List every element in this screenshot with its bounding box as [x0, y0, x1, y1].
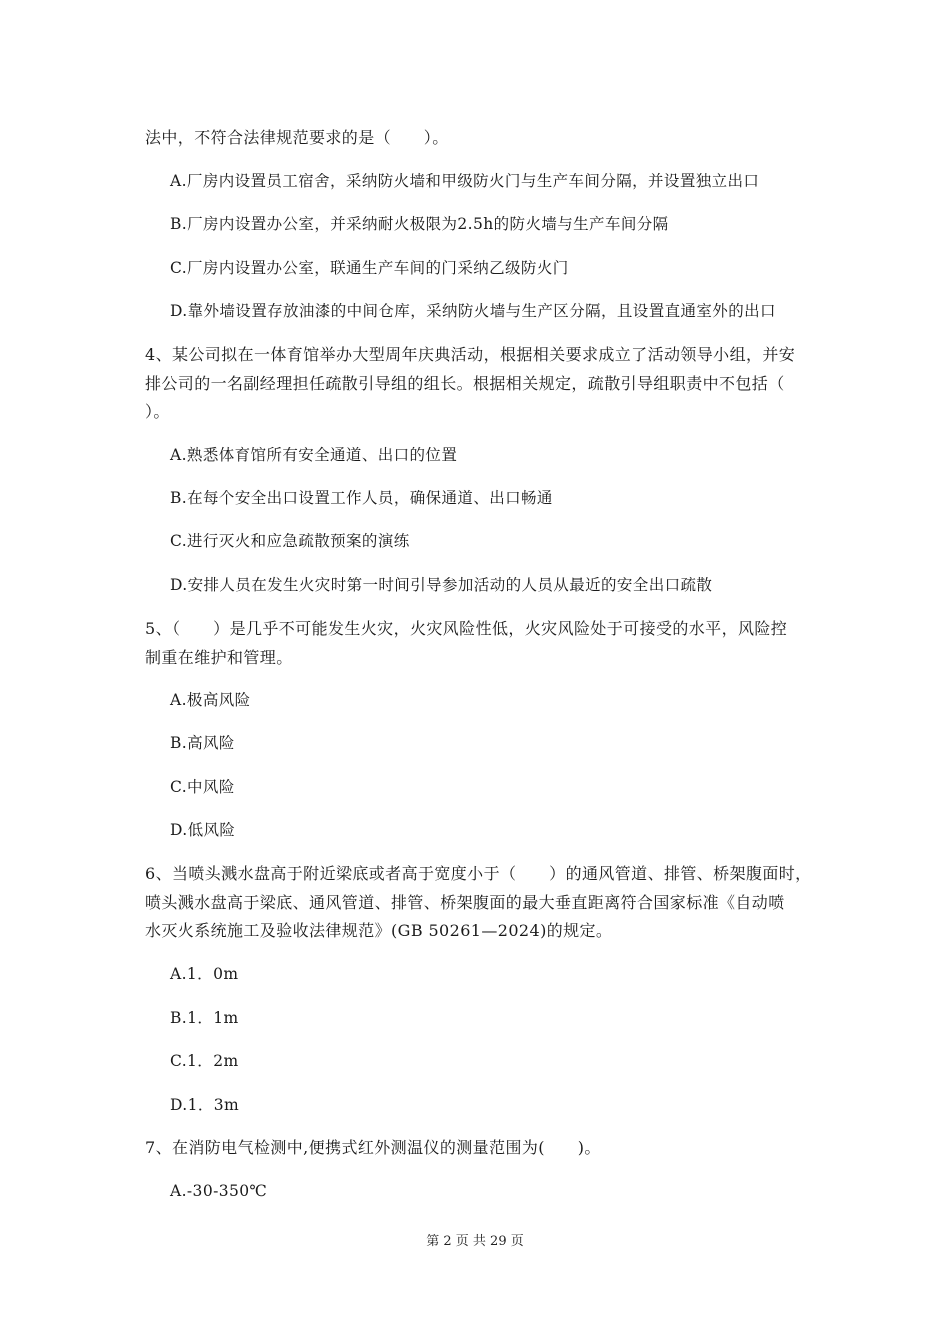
question-6-option-d: D.1．3m [170, 1096, 240, 1114]
question-3-continuation: 法中，不符合法律规范要求的是（ ）。 [145, 128, 449, 147]
question-3-option-a: A.厂房内设置员工宿舍，采纳防火墙和甲级防火门与生产车间分隔，并设置独立出口 [170, 172, 760, 190]
question-5-option-a: A.极高风险 [170, 691, 251, 709]
question-6-line-1: 6、当喷头溅水盘高于附近梁底或者高于宽度小于（ ）的通风管道、排管、桥架腹面时， [145, 864, 812, 883]
question-6-line-3: 水灭火系统施工及验收法律规范》(GB 50261—2024)的规定。 [145, 921, 613, 940]
question-3-option-b: B.厂房内设置办公室，并采纳耐火极限为2.5h的防火墙与生产车间分隔 [170, 215, 669, 233]
question-4-line-3: ）。 [145, 402, 170, 421]
question-7-option-a: A.-30-350℃ [170, 1182, 268, 1200]
question-4-line-2: 排公司的一名副经理担任疏散引导组的组长。根据相关规定，疏散引导组职责中不包括（ [145, 374, 785, 393]
page-number-footer: 第 2 页 共 29 页 [426, 1234, 524, 1249]
question-3-option-d: D.靠外墙设置存放油漆的中间仓库，采纳防火墙与生产区分隔，且设置直通室外的出口 [170, 302, 776, 320]
question-5-line-1: 5、（ ）是几乎不可能发生火灾，火灾风险性低，火灾风险处于可接受的水平，风险控 [145, 619, 788, 638]
question-3-option-c: C.厂房内设置办公室，联通生产车间的门采纳乙级防火门 [170, 259, 569, 277]
question-6-option-a: A.1．0m [170, 965, 239, 983]
question-5-line-2: 制重在维护和管理。 [145, 648, 293, 667]
question-5-option-b: B.高风险 [170, 734, 235, 752]
question-7-line-1: 7、在消防电气检测中,便携式红外测温仪的测量范围为( )。 [145, 1138, 601, 1157]
question-5-option-c: C.中风险 [170, 778, 235, 796]
question-4-line-1: 4、某公司拟在一体育馆举办大型周年庆典活动，根据相关要求成立了活动领导小组，并安 [145, 345, 796, 364]
question-6-option-c: C.1．2m [170, 1052, 239, 1070]
question-6-option-b: B.1．1m [170, 1009, 239, 1027]
question-4-option-a: A.熟悉体育馆所有安全通道、出口的位置 [170, 446, 458, 464]
question-4-option-b: B.在每个安全出口设置工作人员，确保通道、出口畅通 [170, 489, 553, 507]
question-4-option-d: D.安排人员在发生火灾时第一时间引导参加活动的人员从最近的安全出口疏散 [170, 576, 713, 594]
question-4-option-c: C.进行灭火和应急疏散预案的演练 [170, 532, 410, 550]
question-6-line-2: 喷头溅水盘高于梁底、通风管道、排管、桥架腹面的最大垂直距离符合国家标准《自动喷 [145, 893, 785, 912]
question-5-option-d: D.低风险 [170, 821, 236, 839]
